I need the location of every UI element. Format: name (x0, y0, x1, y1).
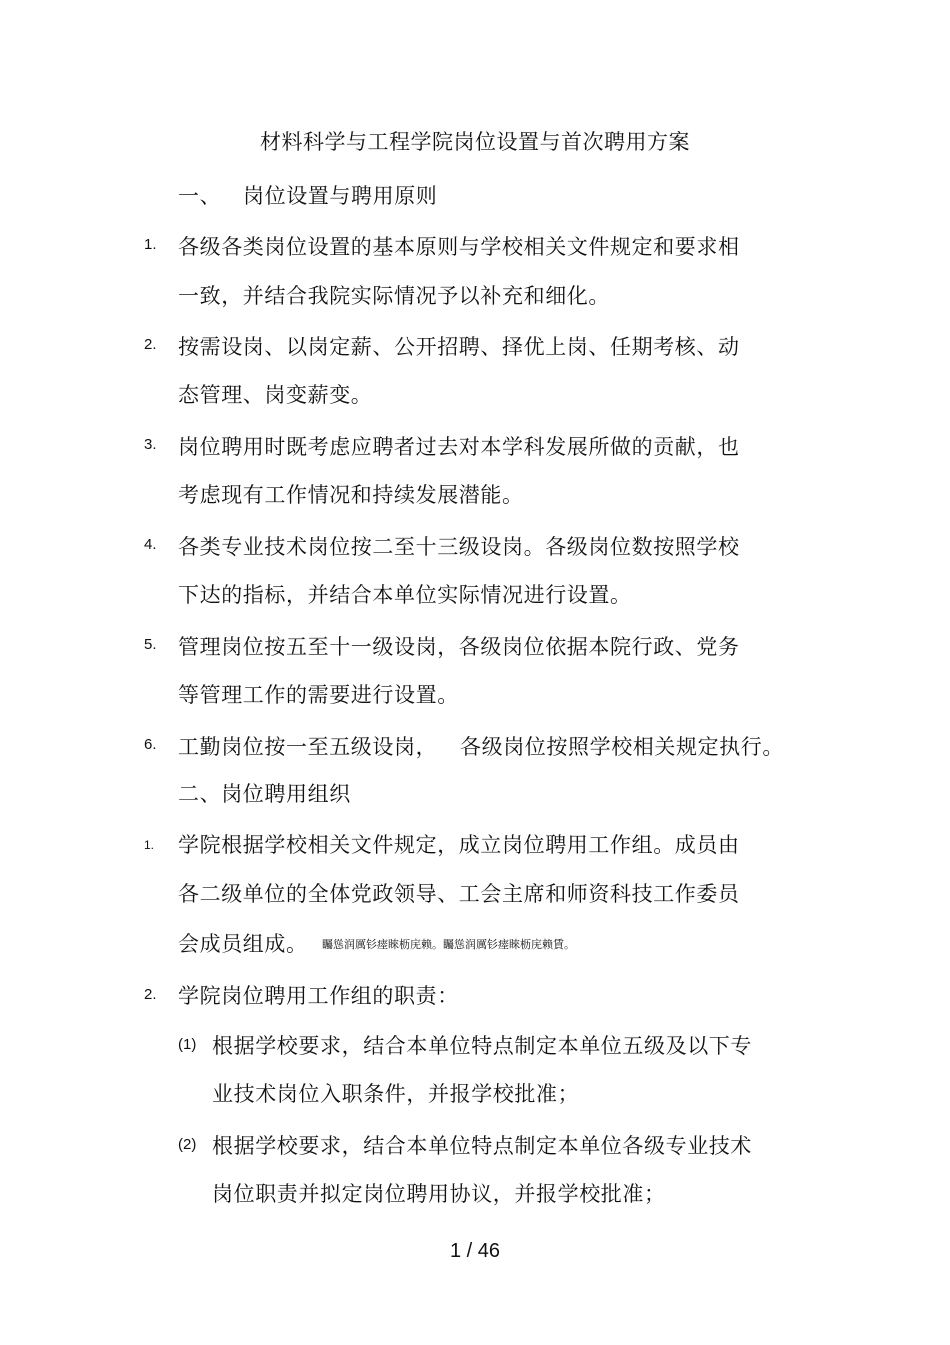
item-number: 1. (144, 236, 157, 253)
paragraph-line: 各二级单位的全体党政领导、工会主席和师资科技工作委员 (178, 882, 740, 906)
section-2-heading: 二、岗位聘用组织 (178, 782, 351, 806)
item-number: 2. (144, 336, 157, 353)
paragraph-line: 各级岗位按照学校相关规定执行。 (460, 735, 784, 759)
item-number: 3. (144, 436, 157, 453)
paragraph-line: 管理岗位按五至十一级设岗，各级岗位依据本院行政、党务 (178, 635, 740, 659)
paragraph-line: 岗位职责并拟定岗位聘用协议，并报学校批准； (212, 1182, 666, 1206)
paragraph-line: 各类专业技术岗位按二至十三级设岗。各级岗位数按照学校 (178, 535, 740, 559)
paragraph-line: 工勤岗位按一至五级设岗， (178, 735, 438, 759)
item-number: 6. (144, 736, 157, 753)
paragraph-line: 下达的指标，并结合本单位实际情况进行设置。 (178, 583, 632, 607)
item-number: 1. (144, 838, 155, 852)
item-number: 5. (144, 636, 157, 653)
item-number: 4. (144, 536, 157, 553)
page-number: 1 / 46 (449, 1240, 501, 1262)
section-1-label: 一、 (178, 184, 222, 208)
paragraph-line: 态管理、岗变薪变。 (178, 383, 373, 407)
subitem-number: (1) (178, 1036, 197, 1053)
paragraph-line: 等管理工作的需要进行设置。 (178, 683, 459, 707)
paragraph-line: 根据学校要求，结合本单位特点制定本单位五级及以下专 (212, 1034, 752, 1058)
paragraph-line: 业技术岗位入职条件，并报学校批准； (212, 1082, 580, 1106)
document-title: 材料科学与工程学院岗位设置与首次聘用方案 (260, 130, 690, 154)
paragraph-line: 考虑现有工作情况和持续发展潜能。 (178, 483, 524, 507)
section-1-heading: 岗位设置与聘用原则 (243, 184, 438, 208)
subitem-number: (2) (178, 1136, 197, 1153)
paragraph-line: 根据学校要求，结合本单位特点制定本单位各级专业技术 (212, 1134, 752, 1158)
paragraph-line: 学院根据学校相关文件规定，成立岗位聘用工作组。成员由 (178, 833, 740, 857)
paragraph-line: 各级各类岗位设置的基本原则与学校相关文件规定和要求相 (178, 235, 740, 259)
paragraph-line: 岗位聘用时既考虑应聘者过去对本学科发展所做的贡献，也 (178, 435, 740, 459)
paragraph-line: 按需设岗、以岗定薪、公开招聘、择优上岗、任期考核、动 (178, 335, 740, 359)
garbled-text: 矚慫润厲钐瘗睞枥庑赖。矚慫润厲钐瘗睞枥庑赖賃。 (322, 938, 575, 951)
item-number: 2. (144, 986, 157, 1003)
paragraph-line: 学院岗位聘用工作组的职责： (178, 984, 459, 1008)
paragraph-line: 一致，并结合我院实际情况予以补充和细化。 (178, 284, 610, 308)
paragraph-line: 会成员组成。 (178, 932, 308, 956)
